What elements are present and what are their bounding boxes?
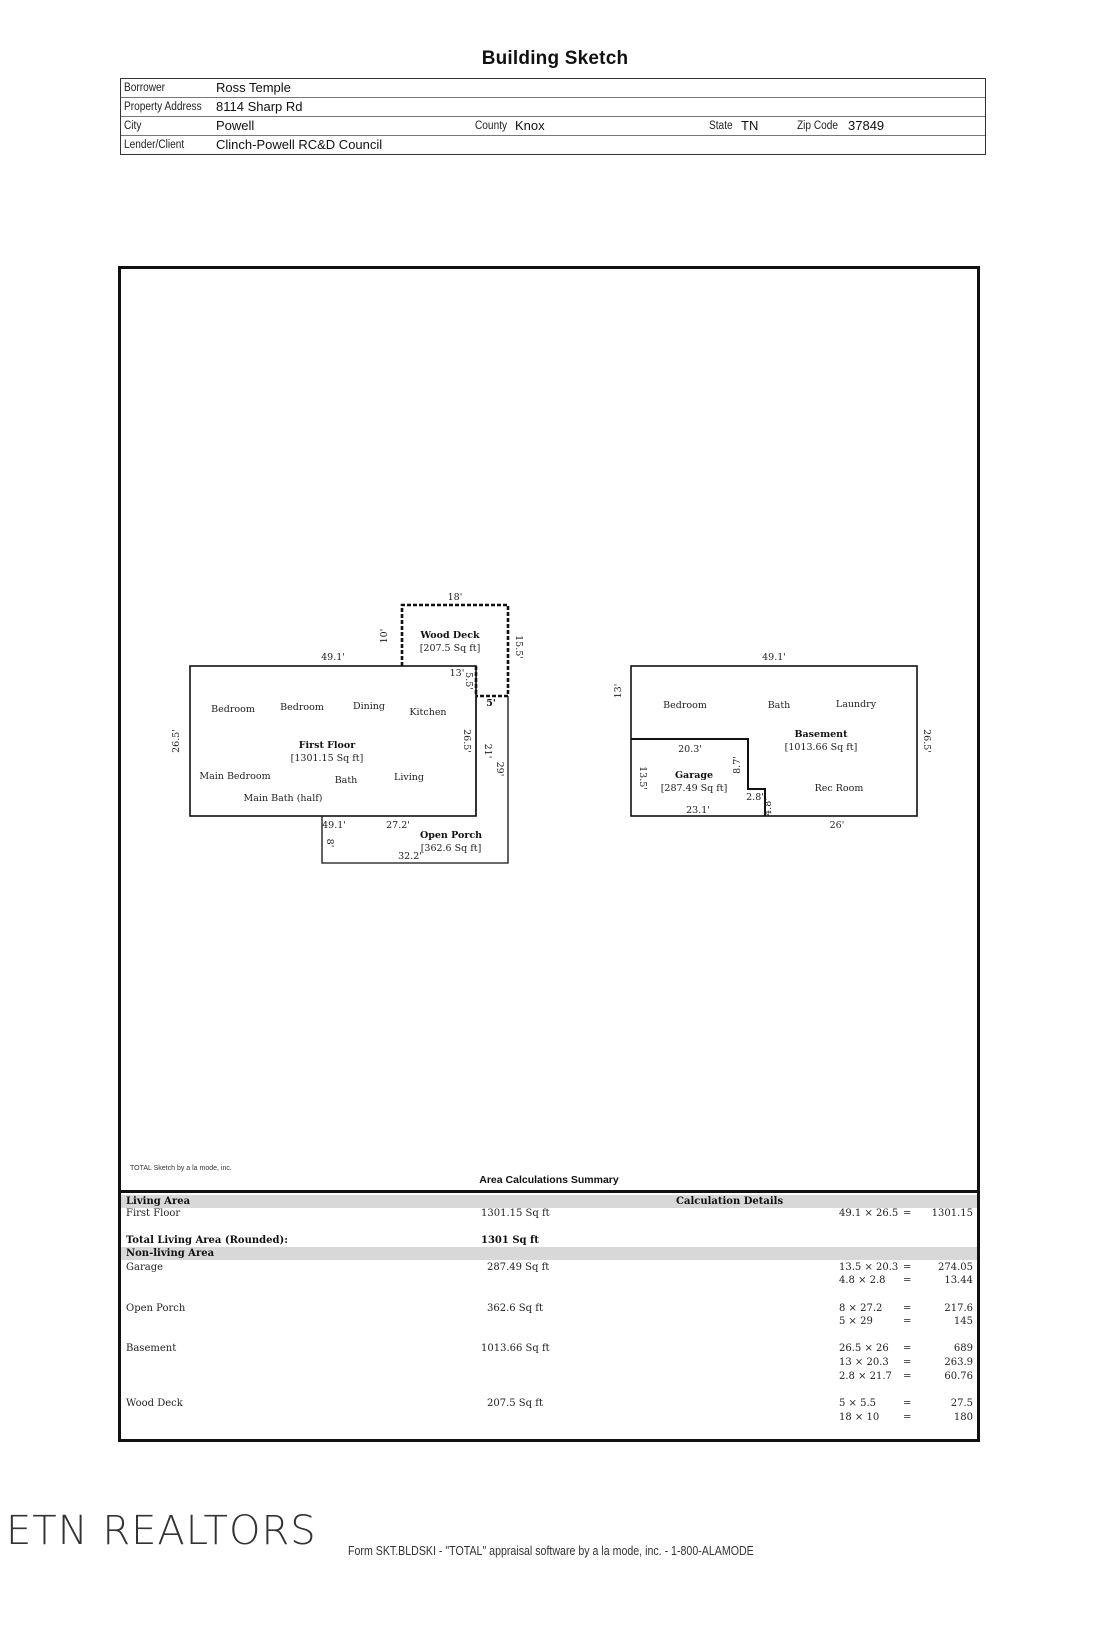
porch-area: [362.6 Sq ft] (420, 843, 482, 854)
porch-calc-1-eq: = (903, 1303, 912, 1314)
sketch-credit: TOTAL Sketch by a la mode, inc. (130, 1165, 232, 1172)
deck-area: [207.5 Sq ft] (419, 643, 481, 654)
borrower-label: Borrower (124, 82, 166, 94)
subject-info-table (120, 78, 986, 155)
address-label: Property Address (124, 101, 202, 113)
ff-dim-bottom: 49.1' (322, 820, 346, 831)
deck-calc-1-val: 27.5 (950, 1398, 973, 1409)
basement-calc-2-val: 263.9 (944, 1357, 973, 1368)
garage-calc-1-val: 274.05 (938, 1262, 973, 1273)
zip-value: 37849 (848, 118, 885, 133)
basement-row-name: Basement (126, 1343, 177, 1354)
basement-calc-1-val: 689 (953, 1343, 973, 1354)
address-row (121, 98, 985, 117)
state-value: TN (741, 118, 759, 133)
bsmt-dim-right: 26.5' (921, 729, 932, 753)
porch-calc-2-val: 145 (953, 1316, 973, 1327)
deck-calc-2-eq: = (903, 1412, 912, 1423)
borrower-row (121, 79, 985, 98)
porch-calc-1-val: 217.6 (944, 1303, 973, 1314)
bsmt-dim-step-h: 2.8' (746, 792, 764, 803)
deck-dim-top: 18' (447, 592, 463, 603)
ff-room-6: Bath (334, 775, 358, 786)
ff-room-5: Main Bedroom (199, 771, 271, 782)
basement-calc-1-expr: 26.5 × 26 (839, 1343, 889, 1354)
first-floor-calc-expr: 49.1 × 26.5 (839, 1208, 899, 1219)
basement-calc-2-eq: = (903, 1357, 912, 1368)
form-footer: Form SKT.BLDSKI - "TOTAL" appraisal software by a la mode, inc. - 1-800-ALAMODE (348, 1544, 754, 1558)
realtor-logo: ETN REALTORS (6, 1508, 317, 1554)
bsmt-dim-top: 49.1' (762, 652, 786, 663)
ff-room-4: Kitchen (409, 707, 447, 718)
first-floor-name: First Floor (126, 1208, 181, 1219)
bsmt-room-1: Bedroom (663, 700, 707, 711)
porch-calc-1-expr: 8 × 27.2 (839, 1303, 883, 1314)
porch-calc-2-expr: 5 × 29 (839, 1316, 873, 1327)
total-living-label: Total Living Area (Rounded): (126, 1235, 288, 1246)
first-floor-calc-eq: = (903, 1208, 912, 1219)
nonliving-area-band (121, 1247, 977, 1260)
city-row (121, 117, 985, 136)
calc-details-header: Calculation Details (676, 1196, 784, 1207)
bsmt-room-2: Bath (767, 700, 791, 711)
bsmt-room-4: Rec Room (814, 783, 864, 794)
deck-dim-left: 10' (379, 628, 390, 644)
ff-dim-notch: 5.5' (463, 672, 474, 690)
area-calculations-table (121, 1190, 977, 1439)
ff-area: [1301.15 Sq ft] (290, 753, 364, 764)
living-area-band (121, 1195, 977, 1208)
basement-calc-2-expr: 13 × 20.3 (839, 1357, 889, 1368)
borrower-value: Ross Temple (216, 80, 291, 95)
deck-calc-1-eq: = (903, 1398, 912, 1409)
garage-calc-1-eq: = (903, 1262, 912, 1273)
ff-room-3: Dining (352, 701, 386, 712)
ff-dim-notch-top: 13' (449, 668, 465, 679)
garage-calc-1-expr: 13.5 × 20.3 (839, 1262, 899, 1273)
lender-row (121, 136, 985, 154)
garage-row-area: 287.49 Sq ft (487, 1262, 550, 1273)
basement-calc-1-eq: = (903, 1343, 912, 1354)
porch-calc-2-eq: = (903, 1316, 912, 1327)
lender-label: Lender/Client (124, 139, 185, 151)
garage-calc-2-eq: = (903, 1275, 912, 1286)
basement-calc-3-eq: = (903, 1371, 912, 1382)
first-floor-area: 1301.15 Sq ft (481, 1208, 550, 1219)
deck-row-name: Wood Deck (126, 1398, 183, 1409)
bsmt-dim-left: 13' (613, 683, 624, 699)
porch-dim-right-b: 29' (494, 761, 505, 777)
living-area-header: Living Area (126, 1196, 191, 1207)
first-floor-calc-val: 1301.15 (931, 1208, 973, 1219)
garage-dim-bottom: 23.1' (686, 805, 710, 816)
summary-title: Area Calculations Summary (479, 1174, 619, 1186)
city-value: Powell (216, 118, 255, 133)
bsmt-name: Basement (794, 729, 848, 740)
nonliving-area-header: Non-living Area (126, 1248, 215, 1259)
state-label: State (709, 120, 733, 132)
deck-dim-right: 15.5' (513, 635, 524, 659)
page-title: Building Sketch (481, 48, 629, 69)
bsmt-dim-step-v: 8.7' (732, 756, 743, 774)
deck-calc-2-expr: 18 × 10 (839, 1412, 880, 1423)
deck-row-area: 207.5 Sq ft (487, 1398, 543, 1409)
ff-room-2: Bedroom (280, 702, 324, 713)
city-label: City (124, 120, 142, 132)
county-value: Knox (515, 118, 545, 133)
garage-dim-top: 20.3' (678, 744, 702, 755)
porch-row-area: 362.6 Sq ft (487, 1303, 543, 1314)
garage-area: [287.49 Sq ft] (660, 783, 728, 794)
ff-room-1: Bedroom (211, 704, 255, 715)
basement-calc-3-val: 60.76 (944, 1371, 973, 1382)
zip-label: Zip Code (797, 120, 839, 132)
porch-dim-bottom: 32.2' (398, 851, 422, 862)
address-value: 8114 Sharp Rd (216, 99, 303, 114)
ff-room-8: Main Bath (half) (243, 793, 323, 804)
deck-dim-step: 5' (486, 698, 496, 709)
deck-calc-2-val: 180 (953, 1412, 973, 1423)
county-label: County (475, 120, 508, 132)
bsmt-dim-step-v2: 4.8' (763, 798, 774, 816)
ff-room-7: Living (394, 772, 424, 783)
garage-calc-2-expr: 4.8 × 2.8 (839, 1275, 886, 1286)
floor-plan-sketch (121, 269, 977, 1169)
garage-dim-left: 13.5' (637, 766, 648, 790)
deck-calc-1-expr: 5 × 5.5 (839, 1398, 877, 1409)
bsmt-room-3: Laundry (835, 699, 877, 710)
bsmt-dim-bottom: 26' (829, 820, 845, 831)
lender-value: Clinch-Powell RC&D Council (216, 137, 383, 152)
ff-name: First Floor (298, 740, 356, 751)
porch-dim-left: 8' (324, 838, 335, 848)
deck-name: Wood Deck (420, 630, 480, 641)
porch-dim-top: 27.2' (386, 820, 410, 831)
porch-name: Open Porch (419, 830, 483, 841)
garage-calc-2-val: 13.44 (944, 1275, 973, 1286)
ff-dim-top: 49.1' (321, 652, 345, 663)
porch-row-name: Open Porch (126, 1303, 186, 1314)
garage-name: Garage (674, 770, 714, 781)
total-living-value: 1301 Sq ft (481, 1235, 539, 1246)
basement-calc-3-expr: 2.8 × 21.7 (839, 1371, 892, 1382)
garage-row-name: Garage (126, 1262, 164, 1273)
bsmt-area: [1013.66 Sq ft] (784, 742, 858, 753)
porch-dim-right-a: 21' (482, 743, 493, 759)
ff-dim-right: 26.5' (461, 729, 472, 753)
basement-row-area: 1013.66 Sq ft (481, 1343, 550, 1354)
ff-dim-left: 26.5' (171, 729, 182, 753)
